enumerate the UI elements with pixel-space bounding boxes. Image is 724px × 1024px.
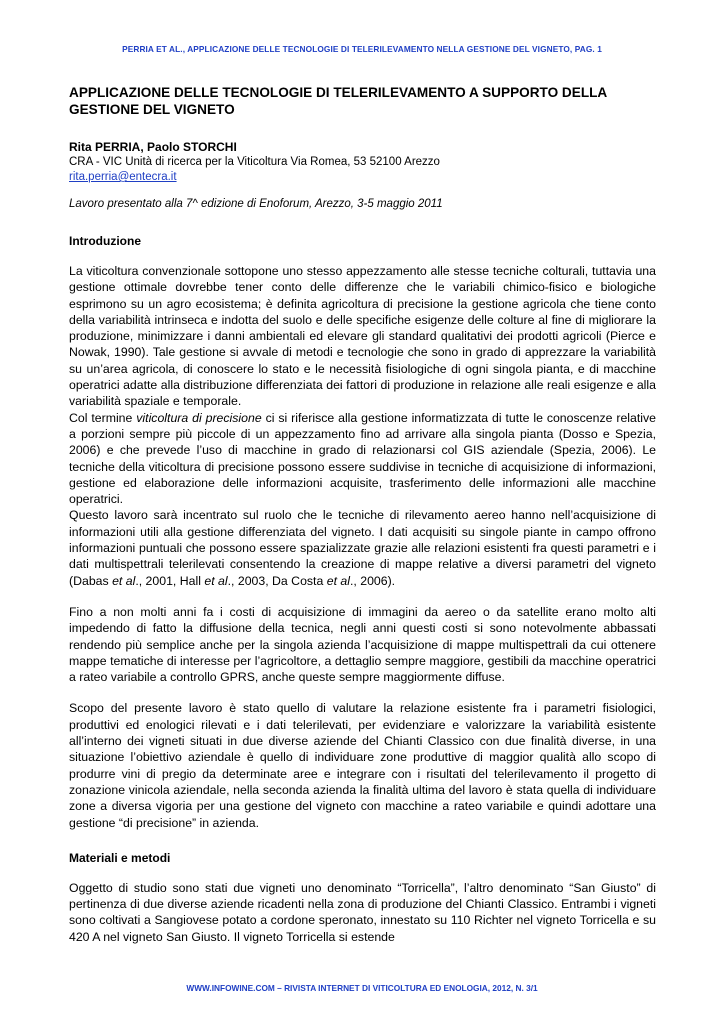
methods-paragraph-1: Oggetto di studio sono stati due vigneti uno denominato “Torricella”, l’altro denominato “San Giusto” di pertinenza di due diverse aziende ricadenti nella zona di produzione del Chianti Classico. Entrambi i vigneti sono coltivati a Sangiovese potato a cordone speronato, innestato su 110 Richter nel vigneto Torricella e su 420 A nel vigneto San Giusto. Il vigneto Torricella si estende <box>69 880 656 944</box>
page-content <box>69 85 656 945</box>
intro-paragraph-1: La viticoltura convenzionale sottopone uno stesso appezzamento alle stesse tecniche colturali, tuttavia una gestione ottimale dovrebbe tener conto delle differenze che le variabili chimico-fisico e biologiche esprimono su un agro ecosistema; è definita agricoltura di precisione la gestione agricola che tiene conto della variabilità intrinseca e indotta del suolo e delle specifiche esigenze delle colture al fine di migliorare la produzione, minimizzare i danni ambientali ed elevare gli standard qualitativi dei prodotti agricoli (Pierce e Nowak, 1990). Tale gestione si avvale di metodi e tecnologie che sono in grado di apprezzare la variabilità su un’area agricola, di conoscere lo stato e le necessità fisiologiche di ogni singola pianta, e di macchine operatrici adatte alla distribuzione differenziata dei fattori di produzione in relazione alle reali esigenze e alla variabilità spaziale e temporale. <box>69 264 656 409</box>
running-header: PERRIA ET AL., APPLICAZIONE DELLE TECNOLOGIE DI TELERILEVAMENTO NELLA GESTIONE DEL VIGNETO, PAG. 1 <box>122 44 602 54</box>
author-email-link[interactable]: rita.perria@entecra.it <box>69 171 177 183</box>
text-run: ., 2001, Hall <box>135 573 205 588</box>
article-title: APPLICAZIONE DELLE TECNOLOGIE DI TELERILEVAMENTO A SUPPORTO DELLA GESTIONE DEL VIGNETO <box>69 85 607 117</box>
text-run: ., 2006). <box>349 573 396 588</box>
intro-paragraph-3 <box>69 507 656 588</box>
section-heading-introduzione: Introduzione <box>69 234 141 248</box>
text-run: Questo lavoro sarà incentrato sul ruolo che le tecniche di rilevamento aereo hanno nell’acquisizione di informazioni utili alla gestione differenziata del vigneto. I dati acquisiti su singole piante in campo offrono informazioni puntuali che possono essere spazializzate grazie alle relazioni esistenti fra questi parametri e i dati multispettrali telerilevati consentendo la creazione di mappe relative a diversi parametri del vigneto (Dabas <box>69 508 656 588</box>
text-run: Col termine <box>69 410 137 425</box>
italic-etal: et al <box>204 573 228 588</box>
text-run: ci si riferisce alla gestione informatizzata di tutte le conoscenze relative a porzioni sempre più piccole di un appezzamento fino ad arrivare alla singola pianta (Dosso e Spezia, 2006) e che prevede l’uso di macchine in grado di relazionarsi col GIS aziendale (Spezia, 2006). Le tecniche della viticoltura di precisione possono essere suddivise in tecniche di acquisizione di informazioni, gestione ed elaborazione delle informazioni acquisite, trasferimento delle informazioni alle macchine operatrici. <box>69 410 656 507</box>
section-heading-materiali-e-metodi: Materiali e metodi <box>69 850 171 865</box>
text-run: ., 2003, Da Costa <box>227 573 327 588</box>
article-authors: Rita PERRIA, Paolo STORCHI <box>69 140 237 154</box>
author-affiliation: CRA - VIC Unità di ricerca per la Viticoltura Via Romea, 53 52100 Arezzo <box>69 156 440 168</box>
italic-etal: et al <box>112 573 136 588</box>
italic-etal: et al <box>326 573 350 588</box>
intro-paragraph-2 <box>69 410 656 508</box>
conference-note: Lavoro presentato alla 7^ edizione di Enoforum, Arezzo, 3-5 maggio 2011 <box>69 198 443 210</box>
running-footer: WWW.INFOWINE.COM – RIVISTA INTERNET DI VITICOLTURA ED ENOLOGIA, 2012, N. 3/1 <box>186 983 538 993</box>
italic-term: viticoltura di precisione <box>136 410 262 425</box>
intro-paragraph-5: Scopo del presente lavoro è stato quello di valutare la relazione esistente fra i parametri fisiologici, produttivi ed enologici rilevati e i dati telerilevati, per evidenziare e valorizzare la variabilità esistente all’interno dei vigneti situati in due diverse aziende del Chianti Classico con due finalità diverse, in una situazione l’obiettivo aziendale è quello di individuare zone produttive di maggior qualità allo scopo di produrre vini di pregio da determinate aree e integrare con i risultati del telerilevamento il progetto di zonazione vinicola aziendale, nella seconda azienda la finalità ultima del lavoro è stata quella di individuare zone a diversa vigoria per una gestione del vigneto con macchine a rateo variabile e quindi adottare una gestione “di precisione” in azienda. <box>69 701 656 830</box>
intro-paragraph-4: Fino a non molti anni fa i costi di acquisizione di immagini da aereo o da satellite erano molto alti impedendo di fatto la diffusione della tecnica, negli anni questi costi si sono notevolmente abbassati rendendo più semplice anche per la singola azienda l’acquisizione di mappe multispettrali da cui ottenere mappe tematiche di interesse per l’agricoltore, a dettaglio sempre maggiore, gestibili da macchine operatrici a rateo variabile a controllo GPRS, anche queste sempre maggiormente diffuse. <box>69 604 656 685</box>
